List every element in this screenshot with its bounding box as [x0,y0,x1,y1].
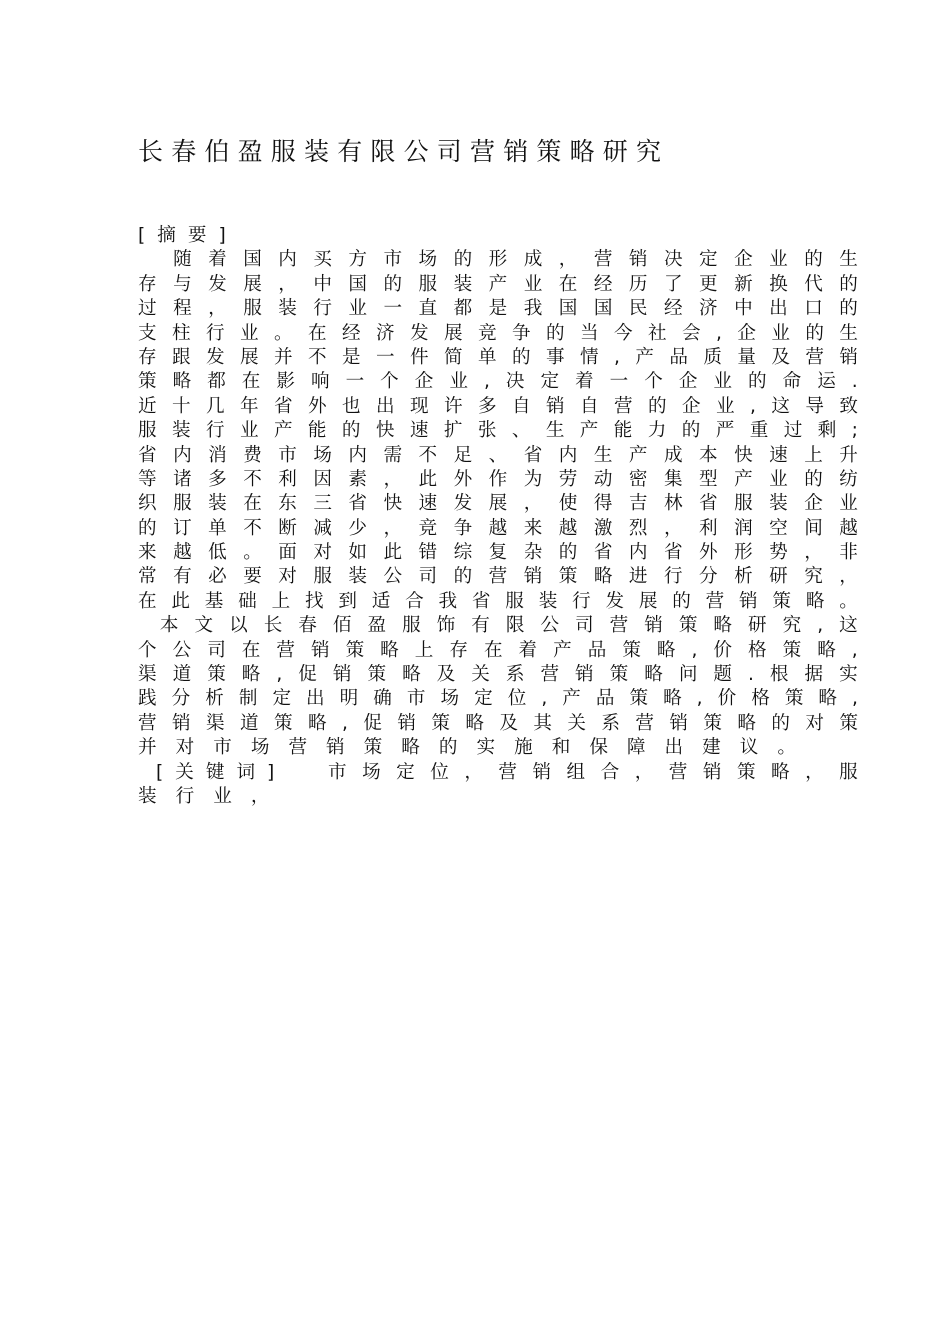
abstract-line: 的 订 单 不 断 减 少 ， 竞 争 越 来 越 激 烈 ， 利 润 空 间 越 [138,517,858,539]
abstract-line: 过 程 ， 服 装 行 业 一 直 都 是 我 国 国 民 经 济 中 出 口 的 [138,298,858,320]
abstract-line: 个 公 司 在 营 销 策 略 上 存 在 着 产 品 策 略 , 价 格 策 略 , [138,639,858,661]
abstract-line: 践 分 析 制 定 出 明 确 市 场 定 位 , 产 品 策 略 , 价 格 策 略 , [138,688,858,710]
abstract-line: 渠 道 策 略 , 促 销 策 略 及 关 系 营 销 策 略 问 题 . 根 据 实 [138,664,858,686]
abstract-line: 省 内 消 费 市 场 内 需 不 足 、 省 内 生 产 成 本 快 速 上 升 [138,444,858,466]
abstract-line: 来 越 低 。 面 对 如 此 错 综 复 杂 的 省 内 省 外 形 势 ， 非 [138,542,858,564]
abstract-line: 支 柱 行 业 。 在 经 济 发 展 竞 争 的 当 今 社 会 , 企 业 的 生 [138,322,858,344]
abstract-line: 在 此 基 础 上 找 到 适 合 我 省 服 装 行 发 展 的 营 销 策 略 。 [138,590,858,612]
abstract-line: 织 服 装 在 东 三 省 快 速 发 展 ， 使 得 吉 林 省 服 装 企 业 [138,493,858,515]
abstract-line: 营 销 渠 道 策 略 , 促 销 策 略 及 其 关 系 营 销 策 略 的 对 策 [138,712,858,734]
abstract-line: 近 十 几 年 省 外 也 出 现 许 多 自 销 自 营 的 企 业 , 这 导 致 [138,395,858,417]
page-title: 长春伯盈服装有限公司营销策略研究 [138,137,670,166]
abstract-label: [摘要] [138,225,238,246]
abstract-body [138,224,858,809]
abstract-line: 并 对 市 场 营 销 策 略 的 实 施 和 保 障 出 建 议 。 [138,737,796,759]
abstract-line: 常 有 必 要 对 服 装 公 司 的 营 销 策 略 进 行 分 析 研 究 ， [138,566,858,588]
abstract-label-line [138,224,858,248]
keywords-line [138,761,858,785]
abstract-line: 服 装 行 业 产 能 的 快 速 扩 张 、 生 产 能 力 的 严 重 过 剩 ; [138,420,858,442]
keywords-continuation: 装 行 业 ， [138,785,270,807]
abstract-line: 随 着 国 内 买 方 市 场 的 形 成 ， 营 销 决 定 企 业 的 生 [173,249,858,271]
abstract-line: 存 与 发 展 ， 中 国 的 服 装 产 业 在 经 历 了 更 新 换 代 的 [138,273,858,295]
abstract-line: 策 略 都 在 影 响 一 个 企 业 , 决 定 着 一 个 企 业 的 命 运 . [138,371,858,393]
keywords-label: [关键词] [156,761,287,783]
keywords-text: 市 场 定 位 ， 营 销 组 合 ， 营 销 策 略 ， 服 [328,761,858,783]
abstract-line: 存 跟 发 展 并 不 是 一 件 简 单 的 事 情 , 产 品 质 量 及 营 销 [138,346,858,368]
abstract-line: 等 诸 多 不 利 因 素 ， 此 外 作 为 劳 动 密 集 型 产 业 的 纺 [138,468,858,490]
abstract-line: 本 文 以 长 春 佰 盈 服 饰 有 限 公 司 营 销 策 略 研 究 , 这 [159,615,858,637]
